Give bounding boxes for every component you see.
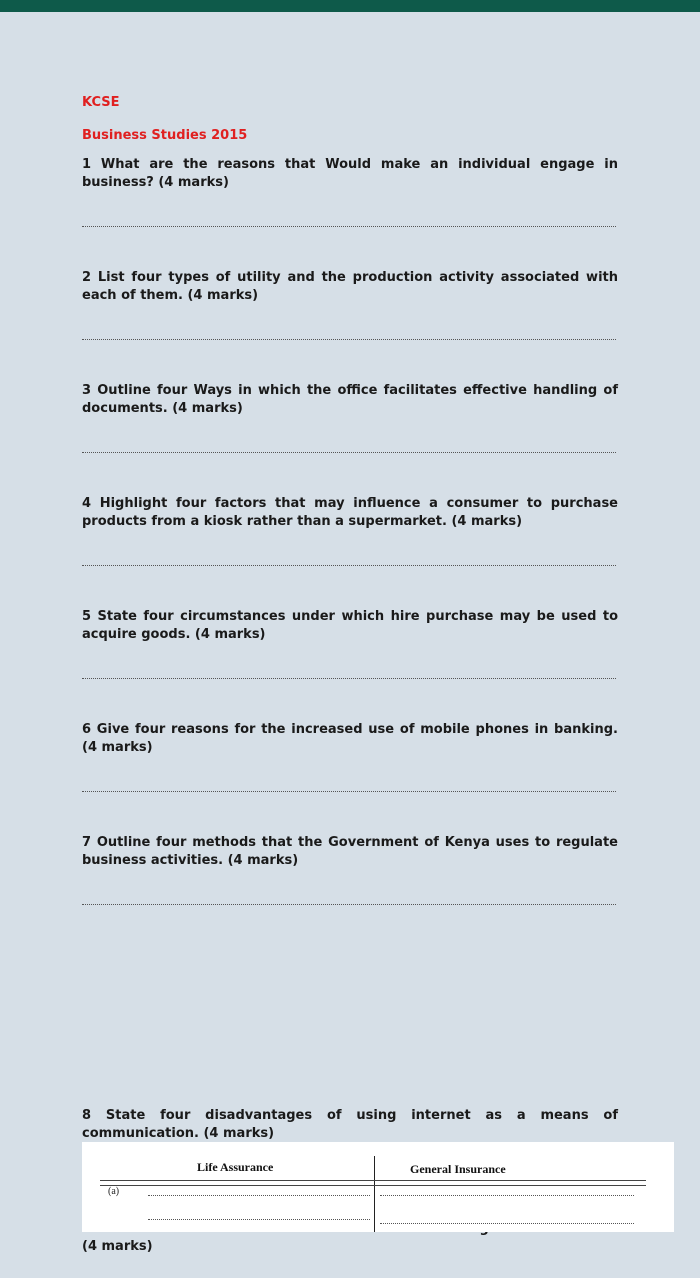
answer-line bbox=[82, 777, 616, 792]
question-4 bbox=[82, 495, 618, 566]
column-divider bbox=[374, 1156, 375, 1232]
top-bar bbox=[0, 0, 700, 12]
answer-line bbox=[82, 664, 616, 679]
column-header-general-insurance: General Insurance bbox=[410, 1162, 506, 1176]
question-text: 8 State four disadvantages of using internet as a means of communication. (4 marks) bbox=[82, 1108, 618, 1141]
answer-line bbox=[82, 325, 616, 340]
question-3 bbox=[82, 382, 618, 453]
question-text: 7 Outline four methods that the Government of Kenya uses to regulate business activities. (4 marks) bbox=[82, 835, 618, 868]
column-header-life-assurance: Life Assurance bbox=[197, 1160, 274, 1174]
answer-line bbox=[148, 1218, 370, 1220]
question-text: 4 Highlight four factors that may influence a consumer to purchase products from a kiosk rather than a supermarket. (4 marks) bbox=[82, 496, 618, 529]
exam-title: KCSE bbox=[82, 95, 120, 110]
answer-line bbox=[380, 1222, 634, 1224]
answer-line bbox=[148, 1194, 370, 1196]
answer-table bbox=[82, 1142, 674, 1232]
answer-line bbox=[82, 890, 616, 905]
question-text: 3 Outline four Ways in which the office facilitates effective handling of documents. (4 marks) bbox=[82, 383, 618, 416]
question-7 bbox=[82, 834, 618, 905]
question-1 bbox=[82, 156, 618, 227]
question-text: 1 What are the reasons that Would make an individual engage in business? (4 marks) bbox=[82, 157, 618, 190]
question-5 bbox=[82, 608, 618, 679]
question-text: 6 Give four reasons for the increased use of mobile phones in banking. (4 marks) bbox=[82, 722, 618, 755]
question-text: 2 List four types of utility and the production activity associated with each of them. (4 marks) bbox=[82, 270, 618, 303]
blank-space bbox=[82, 947, 618, 1107]
subject-title: Business Studies 2015 bbox=[82, 128, 248, 143]
answer-line bbox=[82, 212, 616, 227]
table-rule bbox=[100, 1185, 646, 1186]
answer-line bbox=[82, 438, 616, 453]
exam-page bbox=[82, 94, 618, 1256]
question-text: 5 State four circumstances under which hire purchase may be used to acquire goods. (4 marks) bbox=[82, 609, 618, 642]
question-text: (4 marks) bbox=[82, 1239, 153, 1254]
answer-line bbox=[380, 1194, 634, 1196]
question-6 bbox=[82, 721, 618, 792]
question-2 bbox=[82, 269, 618, 340]
answer-line bbox=[82, 551, 616, 566]
table-rule bbox=[100, 1180, 646, 1181]
row-label: (a) bbox=[108, 1186, 120, 1197]
